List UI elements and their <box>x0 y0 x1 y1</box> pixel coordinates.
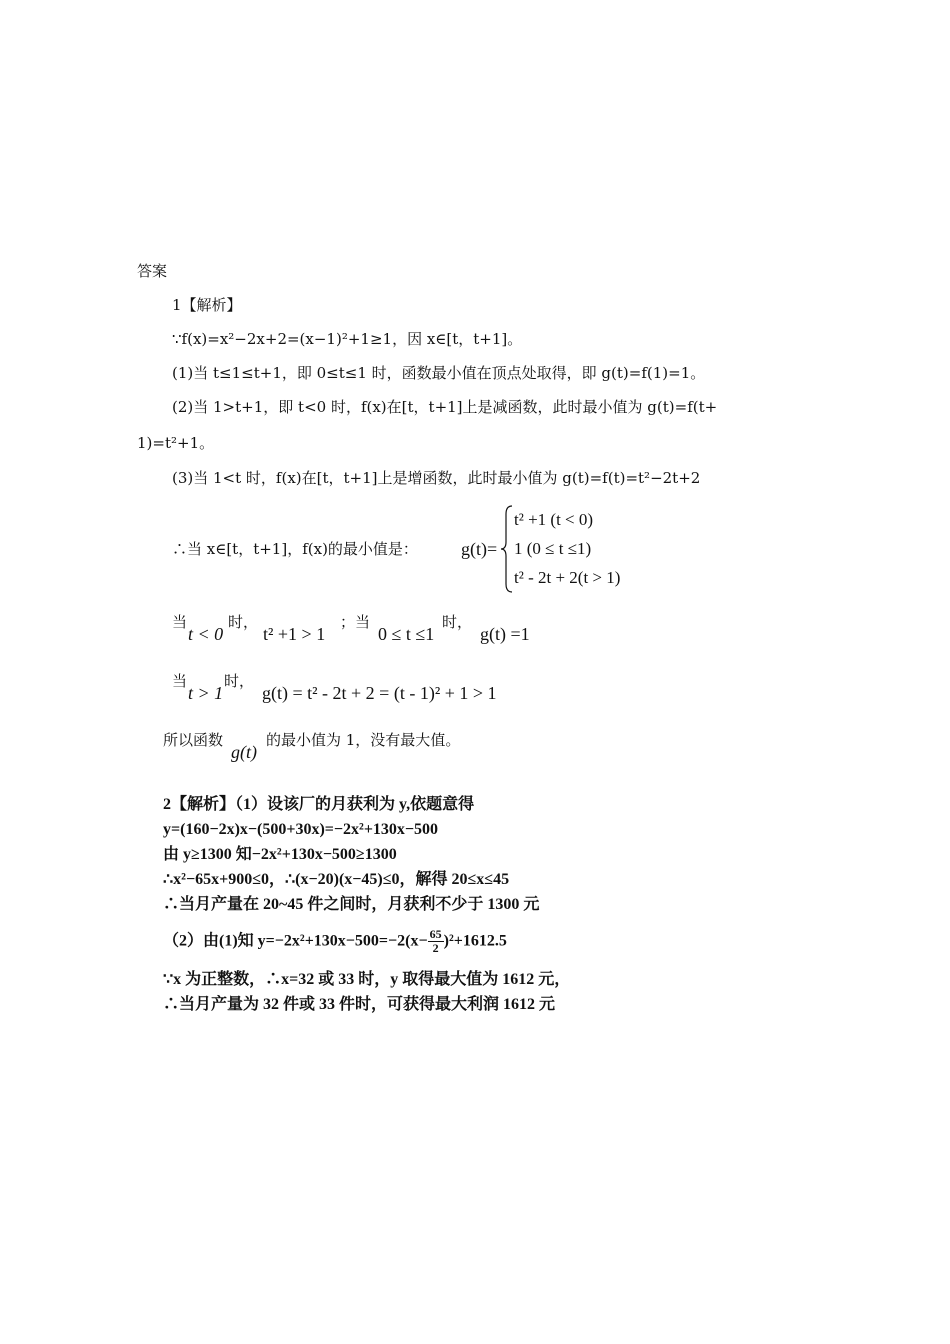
problem2-line-1: y=(160−2x)x−(500+30x)=−2x²+130x−500 <box>163 821 439 838</box>
problem2-line-7: ∴当月产量为 32 件或 33 件时，可获得最大利润 1612 元 <box>163 996 556 1013</box>
problem1-line-c1: (2)当 1>t+1，即 t<0 时，f(x)在[t，t+1]上是减函数，此时最小值为 g(t)=f(t+ <box>172 398 718 416</box>
problem1-line-a: ∵f(x)=x²−2x+2=(x−1)²+1≥1，因 x∈[t，t+1]。 <box>172 330 523 348</box>
result-2: g(t) =1 <box>480 624 530 644</box>
when-label-1: 当 <box>172 613 188 631</box>
problem1-line-d: (3)当 1<t 时，f(x)在[t，t+1]上是增函数，此时最小值为 g(t)=f(t)=t²−2t+2 <box>172 469 701 487</box>
condition-2: 0 ≤ t ≤1 <box>378 624 435 644</box>
shi-label-1: 时， <box>228 613 259 631</box>
problem1-line-b: (1)当 t≤1≤t+1，即 0≤t≤1 时，函数最小值在顶点处取得，即 g(t)=f(1)=1。 <box>172 364 706 382</box>
conclusion-part-a: 所以函数 <box>163 731 224 749</box>
min-value-label: ∴当 x∈[t，t+1]，f(x)的最小值是： <box>172 540 418 558</box>
shi-label-3: 时， <box>224 672 255 690</box>
piecewise-case-2: 1 (0 ≤ t ≤1) <box>514 539 592 558</box>
semicolon-when: ；当 <box>340 613 371 631</box>
problem1-line-c2: 1)=t²+1。 <box>137 434 215 452</box>
conclusion-g: g(t) <box>231 742 257 762</box>
when-label-3: 当 <box>172 672 188 690</box>
problem2-line-5-b: )²+1612.5 <box>443 932 507 950</box>
answer-heading: 答案 <box>137 262 168 280</box>
result-3: g(t) = t² - 2t + 2 = (t - 1)² + 1 > 1 <box>262 683 497 703</box>
piecewise-case-3: t² - 2t + 2(t > 1) <box>514 568 621 587</box>
problem2-line-2: 由 y≥1300 知−2x²+130x−500≥1300 <box>163 846 397 863</box>
fraction-denominator: 2 <box>432 941 439 956</box>
condition-3: t > 1 <box>188 683 224 703</box>
problem2-line-3: ∴x²−65x+900≤0，∴(x−20)(x−45)≤0，解得 20≤x≤45 <box>163 871 510 888</box>
condition-1: t < 0 <box>188 624 224 644</box>
problem2-line-5 <box>163 928 507 955</box>
g-definition: g(t)= <box>461 539 498 559</box>
conclusion-part-b: 的最小值为 1，没有最大值。 <box>266 731 461 749</box>
problem2-line-4: ∴当月产量在 20~45 件之间时，月获利不少于 1300 元 <box>163 896 540 913</box>
problem2-title: 2【解析】（1）设该厂的月获利为 y,依题意得 <box>163 796 475 813</box>
problem2-line-6: ∵x 为正整数，∴x=32 或 33 时，y 取得最大值为 1612 元， <box>163 971 571 988</box>
shi-label-2: 时， <box>442 613 473 631</box>
piecewise-case-1: t² +1 (t < 0) <box>514 510 594 529</box>
piecewise-brace <box>500 504 514 594</box>
problem1-title: 1【解析】 <box>172 296 242 314</box>
fraction-65-over-2 <box>428 928 444 955</box>
problem2-line-5-a: （2）由(1)知 y=−2x²+130x−500=−2(x− <box>163 932 428 950</box>
result-1: t² +1 > 1 <box>263 624 326 644</box>
fraction-numerator: 65 <box>429 927 442 941</box>
